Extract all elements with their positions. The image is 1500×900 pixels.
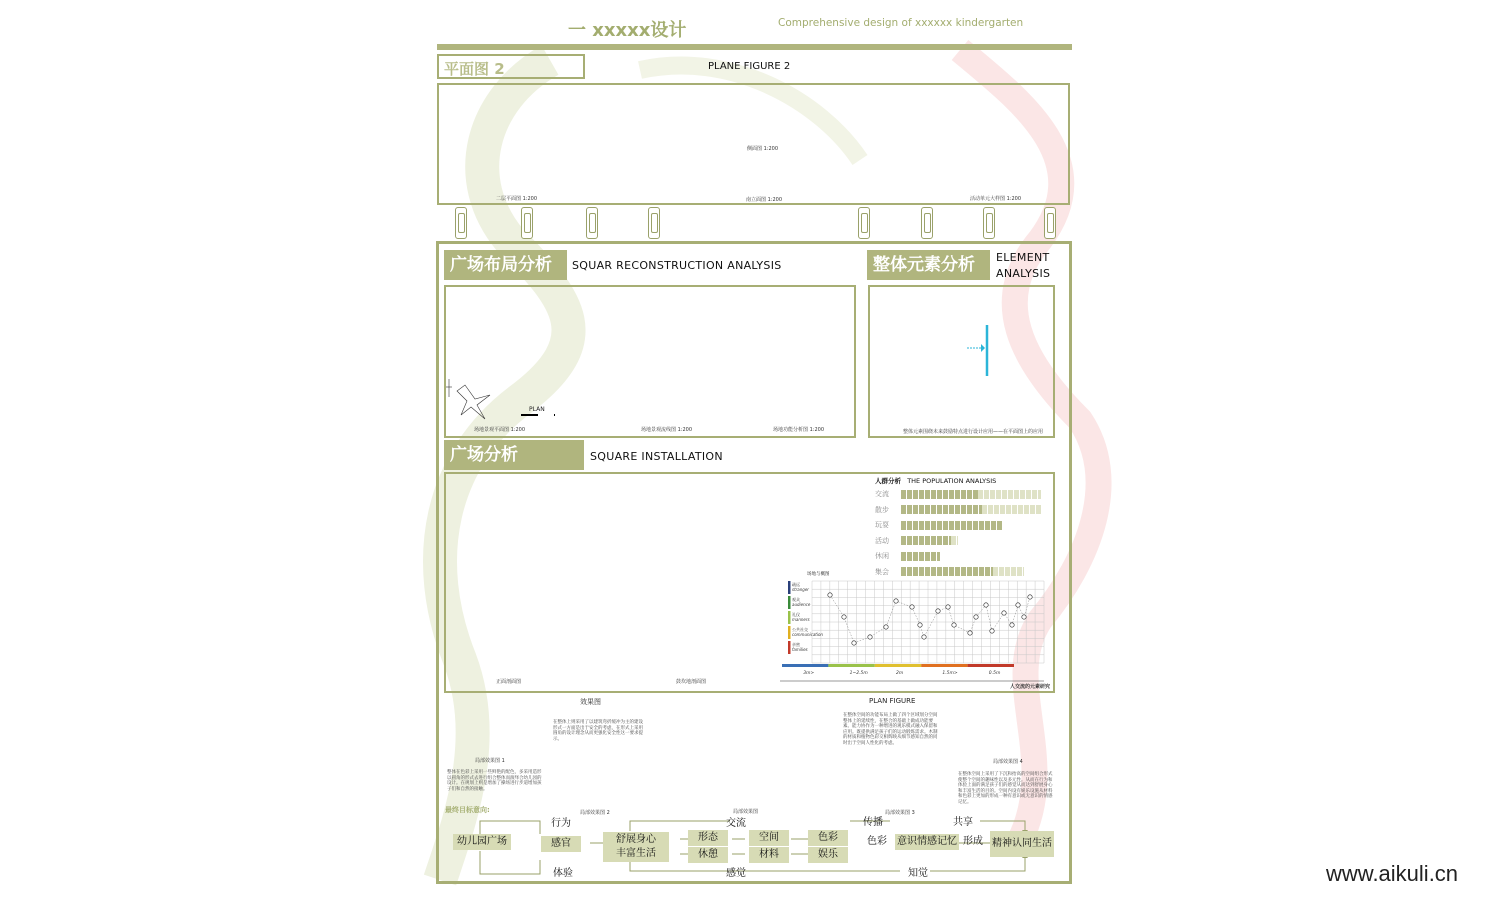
- trajectory-point: [946, 605, 950, 609]
- distance-footnote: 人交流的元素研究: [1010, 684, 1051, 690]
- trajectory-point: [842, 615, 846, 619]
- population-row-label: 活动: [875, 536, 889, 545]
- legend-swatch: [788, 641, 791, 654]
- population-bar-light: [951, 536, 958, 545]
- population-bar-dark: [901, 552, 940, 561]
- paragraph-4: 在整体空间上采用了下沉和抬高的空间组合形式使整个空间的趣味性以及多元性。从而在行为和体验上面的满足孩子们的感觉从而达到舒展身心和丰富生活的目的。空间内设有娱乐设施从材料和色彩上更加的形成一种有意识或无意识的情感记忆。: [958, 772, 1053, 805]
- trajectory-point: [868, 635, 872, 639]
- population-row-label: 散步: [875, 505, 889, 514]
- layout-caption-2: 场地景观流线图 1:200: [641, 427, 692, 433]
- distance-band: [782, 664, 828, 667]
- detail-caption-1: 局部效果图 1: [475, 758, 505, 764]
- legend-label-en: manners: [792, 617, 810, 622]
- legend-swatch: [788, 611, 791, 624]
- flow-node-enrich: 丰富生活: [603, 846, 669, 862]
- flow-label-color2: 色彩: [867, 836, 887, 847]
- trajectory-point: [968, 631, 972, 635]
- legend-label-en: communication: [792, 632, 823, 637]
- connector-pillar: [648, 207, 660, 239]
- distance-band: [875, 664, 921, 667]
- population-row: [875, 520, 1002, 530]
- layout-analysis-frame: [444, 285, 856, 438]
- flow-label-share: 共享: [953, 817, 973, 828]
- distance-label: 0.5m: [988, 671, 1001, 676]
- flow-node-rest: 休憩: [688, 847, 728, 863]
- square-section-heading: 广场分析: [444, 440, 584, 470]
- plane-figure-frame: [437, 83, 1070, 205]
- flow-label-experience: 体验: [553, 868, 573, 879]
- trajectory-point: [952, 623, 956, 627]
- distance-band: [828, 664, 874, 667]
- effect-caption: 效果图: [580, 698, 601, 706]
- flow-node-form: 形态: [688, 830, 728, 846]
- population-bar-dark: [901, 505, 982, 514]
- compass-leaf-icon: [445, 377, 495, 422]
- trajectory-point: [894, 599, 898, 603]
- element-analysis-frame: [868, 285, 1055, 438]
- legend-label-cn: 公共社交: [792, 627, 808, 632]
- header-rule: [437, 44, 1072, 50]
- distance-band: [921, 664, 967, 667]
- connector-pillar: [521, 207, 533, 239]
- population-row-label: 集会: [875, 567, 889, 576]
- distance-label: 1.5m>: [942, 671, 958, 676]
- layout-section-heading: 广场布局分析: [444, 250, 567, 280]
- distance-band: [968, 664, 1014, 667]
- detail-caption-4: 局部效果图 4: [993, 759, 1023, 765]
- legend-swatch: [788, 626, 791, 639]
- connector-pillar: [1044, 207, 1056, 239]
- page-title-en: Comprehensive design of xxxxxx kindergarten: [778, 17, 1024, 29]
- trajectory-point: [984, 603, 988, 607]
- trajectory-point: [1016, 603, 1020, 607]
- flow-label-feel: 感觉: [726, 868, 746, 879]
- population-bar-dark: [901, 521, 1002, 530]
- legend-swatch: [788, 596, 791, 609]
- flow-node-final: 精神认同生活: [990, 831, 1054, 857]
- detail-caption-3: 局部效果图 3: [885, 810, 915, 816]
- flow-node-color: 色彩: [808, 830, 848, 846]
- flow-node-memory: 意识情感记忆: [895, 834, 959, 850]
- trajectory-point: [1002, 611, 1006, 615]
- connector-pillar: [586, 207, 598, 239]
- detail-caption-mid: 局部效果图: [733, 809, 759, 815]
- distance-label: 1~2.5m: [849, 671, 868, 676]
- legend-label-cn: 疏远: [792, 582, 800, 587]
- legend-swatch: [788, 581, 791, 594]
- connector-pillar: [983, 207, 995, 239]
- population-bar-chart: [875, 489, 1045, 579]
- population-row: [875, 551, 940, 561]
- distance-label: 3m>: [803, 671, 815, 676]
- population-bar-dark: [901, 567, 993, 576]
- plane-caption-left: 二层平面图 1:200: [496, 196, 537, 202]
- population-title: [875, 476, 996, 485]
- population-row-label: 玩耍: [875, 521, 889, 529]
- population-bar-dark: [901, 490, 978, 499]
- flow-node-sense: 感官: [541, 836, 581, 852]
- legend-label-en: audience: [792, 602, 811, 607]
- legend-label-cn: 礼仪: [792, 612, 800, 617]
- flow-label-spread: 传播: [863, 817, 883, 828]
- distance-chart: [778, 577, 1050, 687]
- flow-label-perceive: 知觉: [908, 868, 928, 879]
- element-arrow-diagram: [963, 323, 1003, 378]
- flow-node-entertain: 娱乐: [808, 847, 848, 863]
- flow-node-relax: 舒展身心: [603, 832, 669, 848]
- population-bar-light: [978, 490, 1041, 499]
- population-title-en: THE POPULATION ANALYSIS: [907, 477, 997, 485]
- plane-tab: [437, 54, 585, 79]
- plane-caption-center: 侧面图 1:200: [747, 146, 778, 152]
- flow-label-behavior: 行为: [551, 818, 571, 829]
- trajectory-point: [884, 625, 888, 629]
- distance-chart-title: 场地与概图: [807, 572, 830, 577]
- trajectory-point: [1010, 623, 1014, 627]
- trajectory-point: [922, 635, 926, 639]
- legend-label-en: families: [792, 647, 808, 652]
- trajectory-point: [990, 629, 994, 633]
- population-bar-light: [982, 505, 1041, 514]
- plane-title: PLANE FIGURE 2: [708, 61, 791, 72]
- plan-scale-label: PLAN: [529, 406, 545, 413]
- population-bar-dark: [901, 536, 951, 545]
- flow-label-shape: 形成: [963, 836, 983, 847]
- connector-pillar: [455, 207, 467, 239]
- connector-pillar: [921, 207, 933, 239]
- site-watermark: www.aikuli.cn: [1326, 861, 1459, 886]
- paragraph-2: 在整体空间的功能布局上做了四个区域划分空间整体上的延续性，在整合的基础上做成功能要素。能力协作为一种增进的观乐模式融入保留和应用。既提供满足孩子们的运动锻炼需求。木制的材质和植物色彩交相辉映从细节感知自然的同时出于空间人性化的考虑。: [843, 713, 938, 746]
- trajectory-point: [1022, 615, 1026, 619]
- detail-caption-2: 局部效果图 2: [580, 810, 610, 816]
- population-row: [875, 505, 1041, 515]
- plane-tab-label: 平面图 2: [444, 60, 505, 78]
- connector-pillar: [858, 207, 870, 239]
- plane-caption-mid: 南立面图 1:200: [746, 197, 782, 203]
- plan-figure-caption: PLAN FIGURE: [869, 697, 916, 705]
- trajectory-line: [830, 595, 1030, 643]
- trajectory-point: [1028, 595, 1032, 599]
- page-title-cn: 一 xxxxx设计: [568, 20, 687, 41]
- trajectory-point: [852, 641, 856, 645]
- trajectory-point: [974, 615, 978, 619]
- trajectory-point: [828, 593, 832, 597]
- population-row: [875, 536, 958, 546]
- flow-heading: 最终目标意向:: [445, 806, 490, 814]
- paragraph-1: 在整体上则采用了以建筑弯折缓冲为主的建设形式一方面是出于安全的考虑，在形式上采用圆角的设计理念从而更强化安全性这一要求提示。: [553, 720, 643, 742]
- square-caption-mid: 鼓坎地剖面图: [676, 679, 707, 685]
- flow-label-communicate: 交流: [726, 818, 746, 829]
- flow-node-start: 幼儿园广场: [453, 834, 511, 850]
- trajectory-point: [918, 623, 922, 627]
- layout-caption-1: 场地景观平面图 1:200: [474, 427, 525, 433]
- legend-label-en: stranger: [792, 587, 809, 592]
- element-section-en-1: ELEMENT: [996, 251, 1050, 264]
- flow-node-space: 空间: [749, 830, 789, 846]
- paragraph-3: 整体在色彩上采用一些鲜艳的配色，多采用造形以圆角的形式去进行组合整体而演绎合幼儿园的设计。在规划上则是增加了操场进行步道增加孩子们和自然的接触。: [447, 770, 542, 792]
- trajectory-point: [910, 605, 914, 609]
- square-caption-left: 正面剖面图: [496, 679, 522, 685]
- legend-label-cn: 亲密: [792, 642, 800, 647]
- population-bar-light: [993, 567, 1024, 576]
- population-row: [875, 489, 1041, 499]
- distance-label: 2m: [896, 671, 904, 676]
- element-section-en-2: ANALYSIS: [996, 267, 1051, 280]
- layout-caption-3: 场地功能分析图 1:200: [773, 427, 824, 433]
- trajectory-point: [936, 609, 940, 613]
- legend-label-cn: 观众: [792, 597, 800, 602]
- plane-caption-right: 活动单元大样图 1:200: [970, 196, 1021, 202]
- layout-section-subheading: SQUAR RECONSTRUCTION ANALYSIS: [572, 259, 782, 272]
- element-section-heading: 整体元素分析: [867, 250, 990, 280]
- population-row-label: 交流: [875, 490, 889, 498]
- flow-node-material: 材料: [749, 847, 789, 863]
- population-row-label: 休闲: [875, 552, 889, 560]
- population-title-cn: 人群分析: [875, 477, 901, 485]
- element-caption: 整体元素围绕未来鼓励特点进行设计应用——在平面图上的应用: [903, 429, 1044, 435]
- plan-scale-bar: [521, 414, 555, 416]
- population-row: [875, 567, 1024, 577]
- square-section-subheading: SQUARE INSTALLATION: [590, 450, 723, 463]
